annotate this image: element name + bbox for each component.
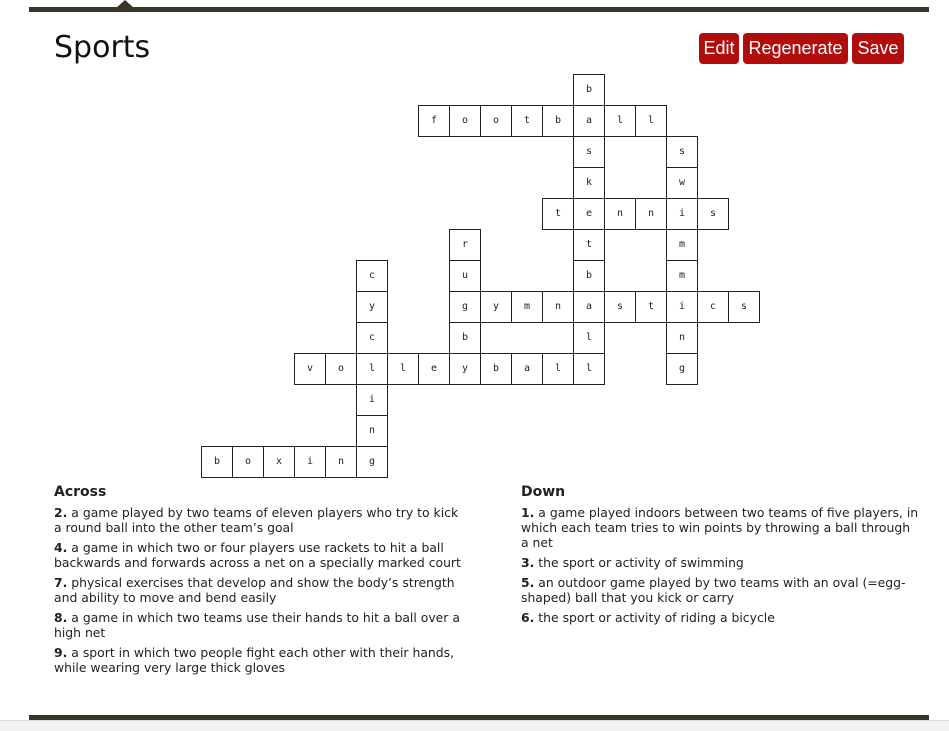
- grid-cell[interactable]: o: [480, 105, 512, 137]
- across-heading: Across: [54, 484, 107, 500]
- grid-cell[interactable]: g: [666, 353, 698, 385]
- clue-text: the sport or activity of swimming: [538, 555, 744, 570]
- grid-cell[interactable]: b: [449, 322, 481, 354]
- grid-cell[interactable]: l: [573, 353, 605, 385]
- across-clues: [54, 485, 464, 680]
- grid-cell[interactable]: i: [666, 198, 698, 230]
- clue-across-2: [54, 505, 464, 535]
- clue-number: 2.: [54, 505, 68, 520]
- grid-cell[interactable]: r: [449, 229, 481, 261]
- grid-cell[interactable]: g: [449, 291, 481, 323]
- grid-cell[interactable]: c: [697, 291, 729, 323]
- grid-cell[interactable]: n: [542, 291, 574, 323]
- clue-text: a sport in which two people fight each other with their hands, while wearing very large thick gloves: [54, 645, 455, 675]
- grid-cell[interactable]: n: [604, 198, 636, 230]
- grid-cell[interactable]: m: [666, 229, 698, 261]
- clue-across-7: [54, 575, 464, 605]
- clue-number: 1.: [521, 505, 535, 520]
- grid-cell[interactable]: a: [573, 291, 605, 323]
- grid-cell[interactable]: n: [356, 415, 388, 447]
- grid-cell[interactable]: i: [294, 446, 326, 478]
- clue-text: a game played indoors between two teams of five players, in which each team tries to win points by throwing a ball through a net: [521, 505, 919, 550]
- clue-down-5: [521, 575, 921, 605]
- grid-cell[interactable]: t: [573, 229, 605, 261]
- grid-cell[interactable]: l: [604, 105, 636, 137]
- grid-cell[interactable]: o: [325, 353, 357, 385]
- down-heading: Down: [521, 484, 566, 500]
- grid-cell[interactable]: w: [666, 167, 698, 199]
- grid-cell[interactable]: a: [511, 353, 543, 385]
- clue-text: physical exercises that develop and show the body’s strength and ability to move and bend easily: [54, 575, 455, 605]
- grid-cell[interactable]: v: [294, 353, 326, 385]
- grid-cell[interactable]: e: [573, 198, 605, 230]
- footer-strip: [0, 720, 949, 731]
- clue-down-6: [521, 610, 921, 625]
- grid-cell[interactable]: s: [697, 198, 729, 230]
- grid-cell[interactable]: l: [387, 353, 419, 385]
- down-clues: [521, 485, 921, 630]
- clue-number: 3.: [521, 555, 535, 570]
- clue-down-1: [521, 505, 921, 550]
- grid-cell[interactable]: s: [666, 136, 698, 168]
- grid-cell[interactable]: n: [325, 446, 357, 478]
- grid-cell[interactable]: c: [356, 322, 388, 354]
- clue-number: 4.: [54, 540, 68, 555]
- grid-cell[interactable]: u: [449, 260, 481, 292]
- clue-text: an outdoor game played by two teams with an oval (=egg-shaped) ball that you kick or carry: [521, 575, 906, 605]
- clue-number: 9.: [54, 645, 68, 660]
- grid-cell[interactable]: o: [232, 446, 264, 478]
- grid-cell[interactable]: m: [666, 260, 698, 292]
- grid-cell[interactable]: y: [356, 291, 388, 323]
- clue-number: 6.: [521, 610, 535, 625]
- page-title: Sports: [54, 30, 151, 65]
- grid-cell[interactable]: l: [542, 353, 574, 385]
- clue-across-4: [54, 540, 464, 570]
- clue-number: 5.: [521, 575, 535, 590]
- grid-cell[interactable]: i: [356, 384, 388, 416]
- save-button[interactable]: Save: [852, 33, 904, 64]
- clue-across-9: [54, 645, 464, 675]
- grid-cell[interactable]: l: [635, 105, 667, 137]
- grid-cell[interactable]: g: [356, 446, 388, 478]
- clue-text: a game in which two or four players use rackets to hit a ball backwards and forwards across a net on a specially marked court: [54, 540, 461, 570]
- clue-text: the sport or activity of riding a bicycle: [538, 610, 775, 625]
- grid-cell[interactable]: k: [573, 167, 605, 199]
- clue-number: 7.: [54, 575, 68, 590]
- grid-cell[interactable]: t: [542, 198, 574, 230]
- grid-cell[interactable]: c: [356, 260, 388, 292]
- grid-cell[interactable]: o: [449, 105, 481, 137]
- grid-cell[interactable]: f: [418, 105, 450, 137]
- grid-cell[interactable]: l: [573, 322, 605, 354]
- grid-cell[interactable]: a: [573, 105, 605, 137]
- grid-cell[interactable]: b: [201, 446, 233, 478]
- clue-text: a game in which two teams use their hands to hit a ball over a high net: [54, 610, 460, 640]
- grid-cell[interactable]: t: [511, 105, 543, 137]
- clue-across-8: [54, 610, 464, 640]
- grid-cell[interactable]: t: [635, 291, 667, 323]
- grid-cell[interactable]: n: [666, 322, 698, 354]
- grid-cell[interactable]: s: [604, 291, 636, 323]
- grid-cell[interactable]: y: [449, 353, 481, 385]
- grid-cell[interactable]: m: [511, 291, 543, 323]
- clue-text: a game played by two teams of eleven players who try to kick a round ball into the other team’s goal: [54, 505, 459, 535]
- clue-down-3: [521, 555, 921, 570]
- grid-cell[interactable]: b: [542, 105, 574, 137]
- grid-cell[interactable]: l: [356, 353, 388, 385]
- grid-cell[interactable]: s: [573, 136, 605, 168]
- grid-cell[interactable]: e: [418, 353, 450, 385]
- grid-cell[interactable]: n: [635, 198, 667, 230]
- grid-cell[interactable]: s: [728, 291, 760, 323]
- grid-cell[interactable]: b: [480, 353, 512, 385]
- edit-button[interactable]: Edit: [699, 33, 739, 64]
- grid-cell[interactable]: x: [263, 446, 295, 478]
- regenerate-button[interactable]: Regenerate: [743, 33, 848, 64]
- clue-number: 8.: [54, 610, 68, 625]
- grid-cell[interactable]: b: [573, 74, 605, 106]
- grid-cell[interactable]: y: [480, 291, 512, 323]
- grid-cell[interactable]: i: [666, 291, 698, 323]
- grid-cell[interactable]: b: [573, 260, 605, 292]
